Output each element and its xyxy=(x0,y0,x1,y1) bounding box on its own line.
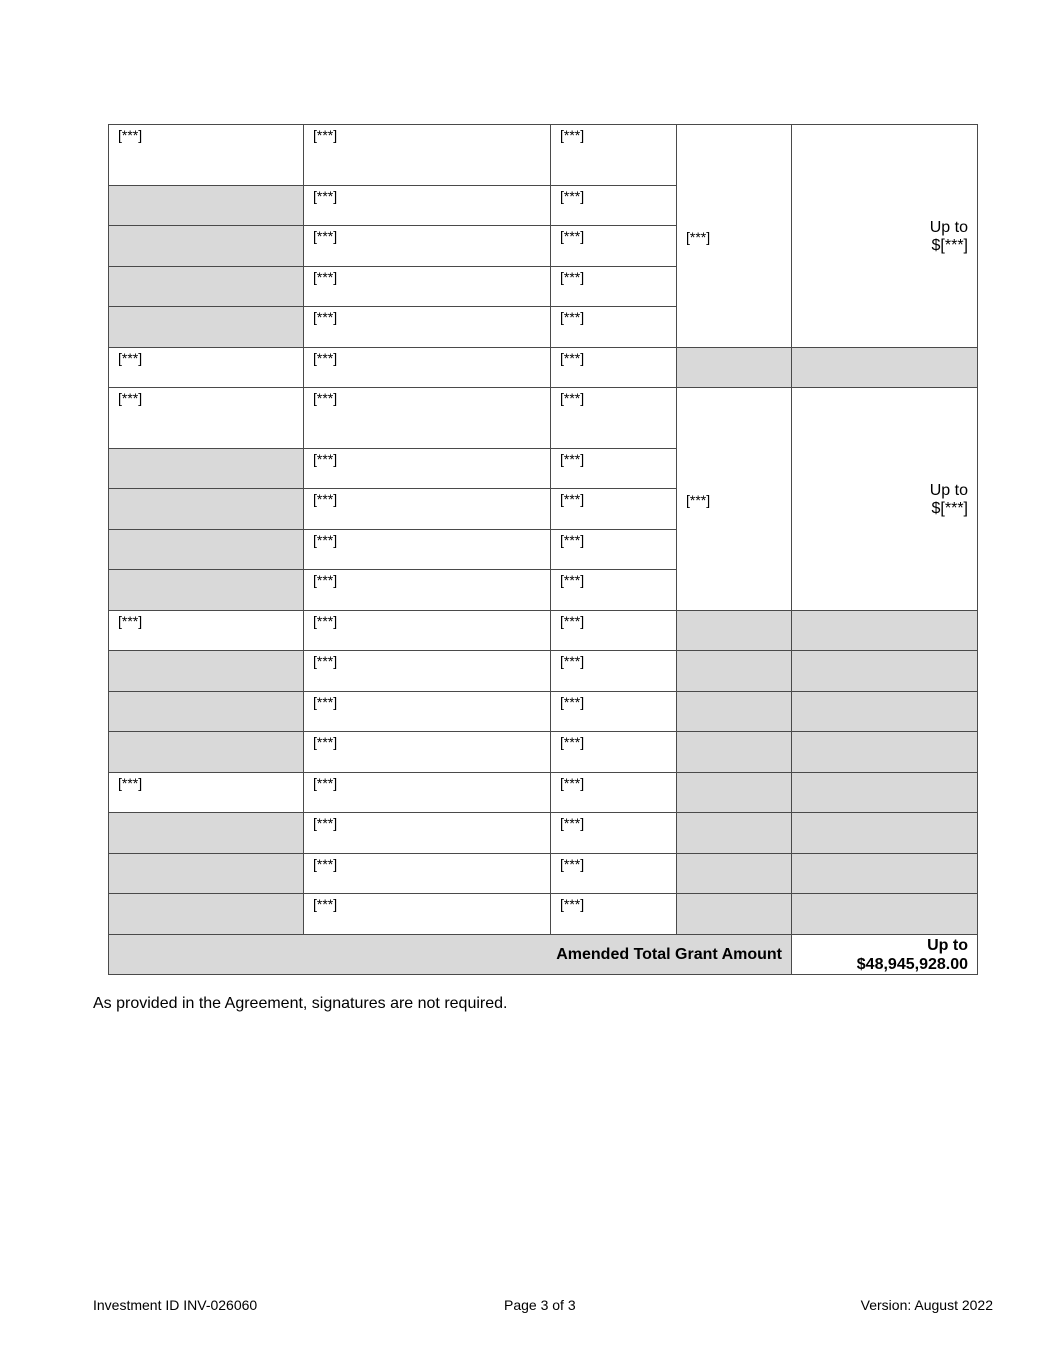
amount-line: $48,945,928.00 xyxy=(856,955,968,973)
empty-cell xyxy=(677,854,792,894)
table-row xyxy=(109,813,978,854)
empty-cell xyxy=(109,813,304,854)
table-cell: [***] xyxy=(304,186,551,226)
table-cell: [***] xyxy=(551,348,677,388)
table-cell: [***] xyxy=(304,388,551,449)
table-cell: [***] xyxy=(304,348,551,388)
table-cell: [***] xyxy=(304,651,551,692)
empty-cell xyxy=(792,773,978,813)
empty-cell xyxy=(109,894,304,935)
empty-cell xyxy=(792,692,978,732)
table-cell: [***] xyxy=(551,773,677,813)
empty-cell xyxy=(109,530,304,570)
table-cell: [***] xyxy=(551,813,677,854)
table-cell: [***] xyxy=(551,307,677,348)
total-row xyxy=(109,935,978,975)
table-row xyxy=(109,388,978,449)
table-cell: [***] xyxy=(551,854,677,894)
empty-cell xyxy=(792,348,978,388)
empty-cell xyxy=(792,894,978,935)
empty-cell xyxy=(677,732,792,773)
table-cell: [***] xyxy=(304,732,551,773)
footer-version: Version: August 2022 xyxy=(860,1297,993,1313)
table-cell: [***] xyxy=(551,489,677,530)
table-cell: [***] xyxy=(551,651,677,692)
table-cell: [***] xyxy=(304,267,551,307)
empty-cell xyxy=(677,813,792,854)
table-cell: [***] xyxy=(304,449,551,489)
empty-cell xyxy=(109,226,304,267)
table-row xyxy=(109,651,978,692)
total-amount xyxy=(792,935,978,975)
table-cell: [***] xyxy=(304,226,551,267)
table-row xyxy=(109,732,978,773)
amount-line: Up to xyxy=(927,936,968,954)
empty-cell xyxy=(109,732,304,773)
table-cell: [***] xyxy=(304,692,551,732)
table-row xyxy=(109,125,978,186)
empty-cell xyxy=(792,732,978,773)
footer-page-number: Page 3 of 3 xyxy=(504,1297,576,1313)
table-cell: [***] xyxy=(109,125,304,186)
empty-cell xyxy=(677,894,792,935)
table-cell: [***] xyxy=(551,894,677,935)
amount-line: Up to xyxy=(929,219,968,236)
table-cell: [***] xyxy=(551,570,677,611)
grant-schedule-table xyxy=(108,124,978,975)
empty-cell xyxy=(792,813,978,854)
table-cell: [***] xyxy=(304,854,551,894)
table-cell: [***] xyxy=(109,773,304,813)
table-cell: [***] xyxy=(551,732,677,773)
table-cell: [***] xyxy=(304,773,551,813)
empty-cell xyxy=(792,854,978,894)
table-cell: [***] xyxy=(551,611,677,651)
table-cell: [***] xyxy=(551,267,677,307)
table-row xyxy=(109,773,978,813)
table-cell: [***] xyxy=(304,307,551,348)
empty-cell xyxy=(677,692,792,732)
empty-cell xyxy=(677,348,792,388)
empty-cell xyxy=(677,773,792,813)
empty-cell xyxy=(792,651,978,692)
table-cell: [***] xyxy=(109,611,304,651)
empty-cell xyxy=(109,186,304,226)
amount-line: $[***] xyxy=(931,237,968,254)
empty-cell xyxy=(109,489,304,530)
table-cell: [***] xyxy=(551,692,677,732)
empty-cell xyxy=(109,449,304,489)
table-cell: [***] xyxy=(551,125,677,186)
table-cell: [***] xyxy=(304,813,551,854)
footer-investment-id: Investment ID INV-026060 xyxy=(93,1297,258,1313)
amount-line: Up to xyxy=(929,482,968,499)
group-amount xyxy=(792,388,978,611)
total-label: Amended Total Grant Amount xyxy=(109,935,792,975)
table-cell: [***] xyxy=(109,348,304,388)
table-cell: [***] xyxy=(304,611,551,651)
table-cell: [***] xyxy=(677,388,792,611)
empty-cell xyxy=(109,307,304,348)
table-cell: [***] xyxy=(551,530,677,570)
empty-cell xyxy=(792,611,978,651)
empty-cell xyxy=(109,854,304,894)
table-row xyxy=(109,348,978,388)
table-row xyxy=(109,611,978,651)
table-cell: [***] xyxy=(304,489,551,530)
table-cell: [***] xyxy=(551,186,677,226)
empty-cell xyxy=(109,692,304,732)
empty-cell xyxy=(677,611,792,651)
group-amount xyxy=(792,125,978,348)
table-cell: [***] xyxy=(304,894,551,935)
table-cell: [***] xyxy=(677,125,792,348)
table-cell: [***] xyxy=(551,226,677,267)
table-cell: [***] xyxy=(304,530,551,570)
table-cell: [***] xyxy=(304,125,551,186)
empty-cell xyxy=(109,267,304,307)
table-row xyxy=(109,854,978,894)
empty-cell xyxy=(109,651,304,692)
table-row xyxy=(109,894,978,935)
empty-cell xyxy=(109,570,304,611)
table-cell: [***] xyxy=(304,570,551,611)
table-row xyxy=(109,692,978,732)
amount-line: $[***] xyxy=(931,500,968,517)
table-cell: [***] xyxy=(551,449,677,489)
empty-cell xyxy=(677,651,792,692)
table-cell: [***] xyxy=(551,388,677,449)
signature-note: As provided in the Agreement, signatures are not required. xyxy=(93,995,508,1012)
table-cell: [***] xyxy=(109,388,304,449)
